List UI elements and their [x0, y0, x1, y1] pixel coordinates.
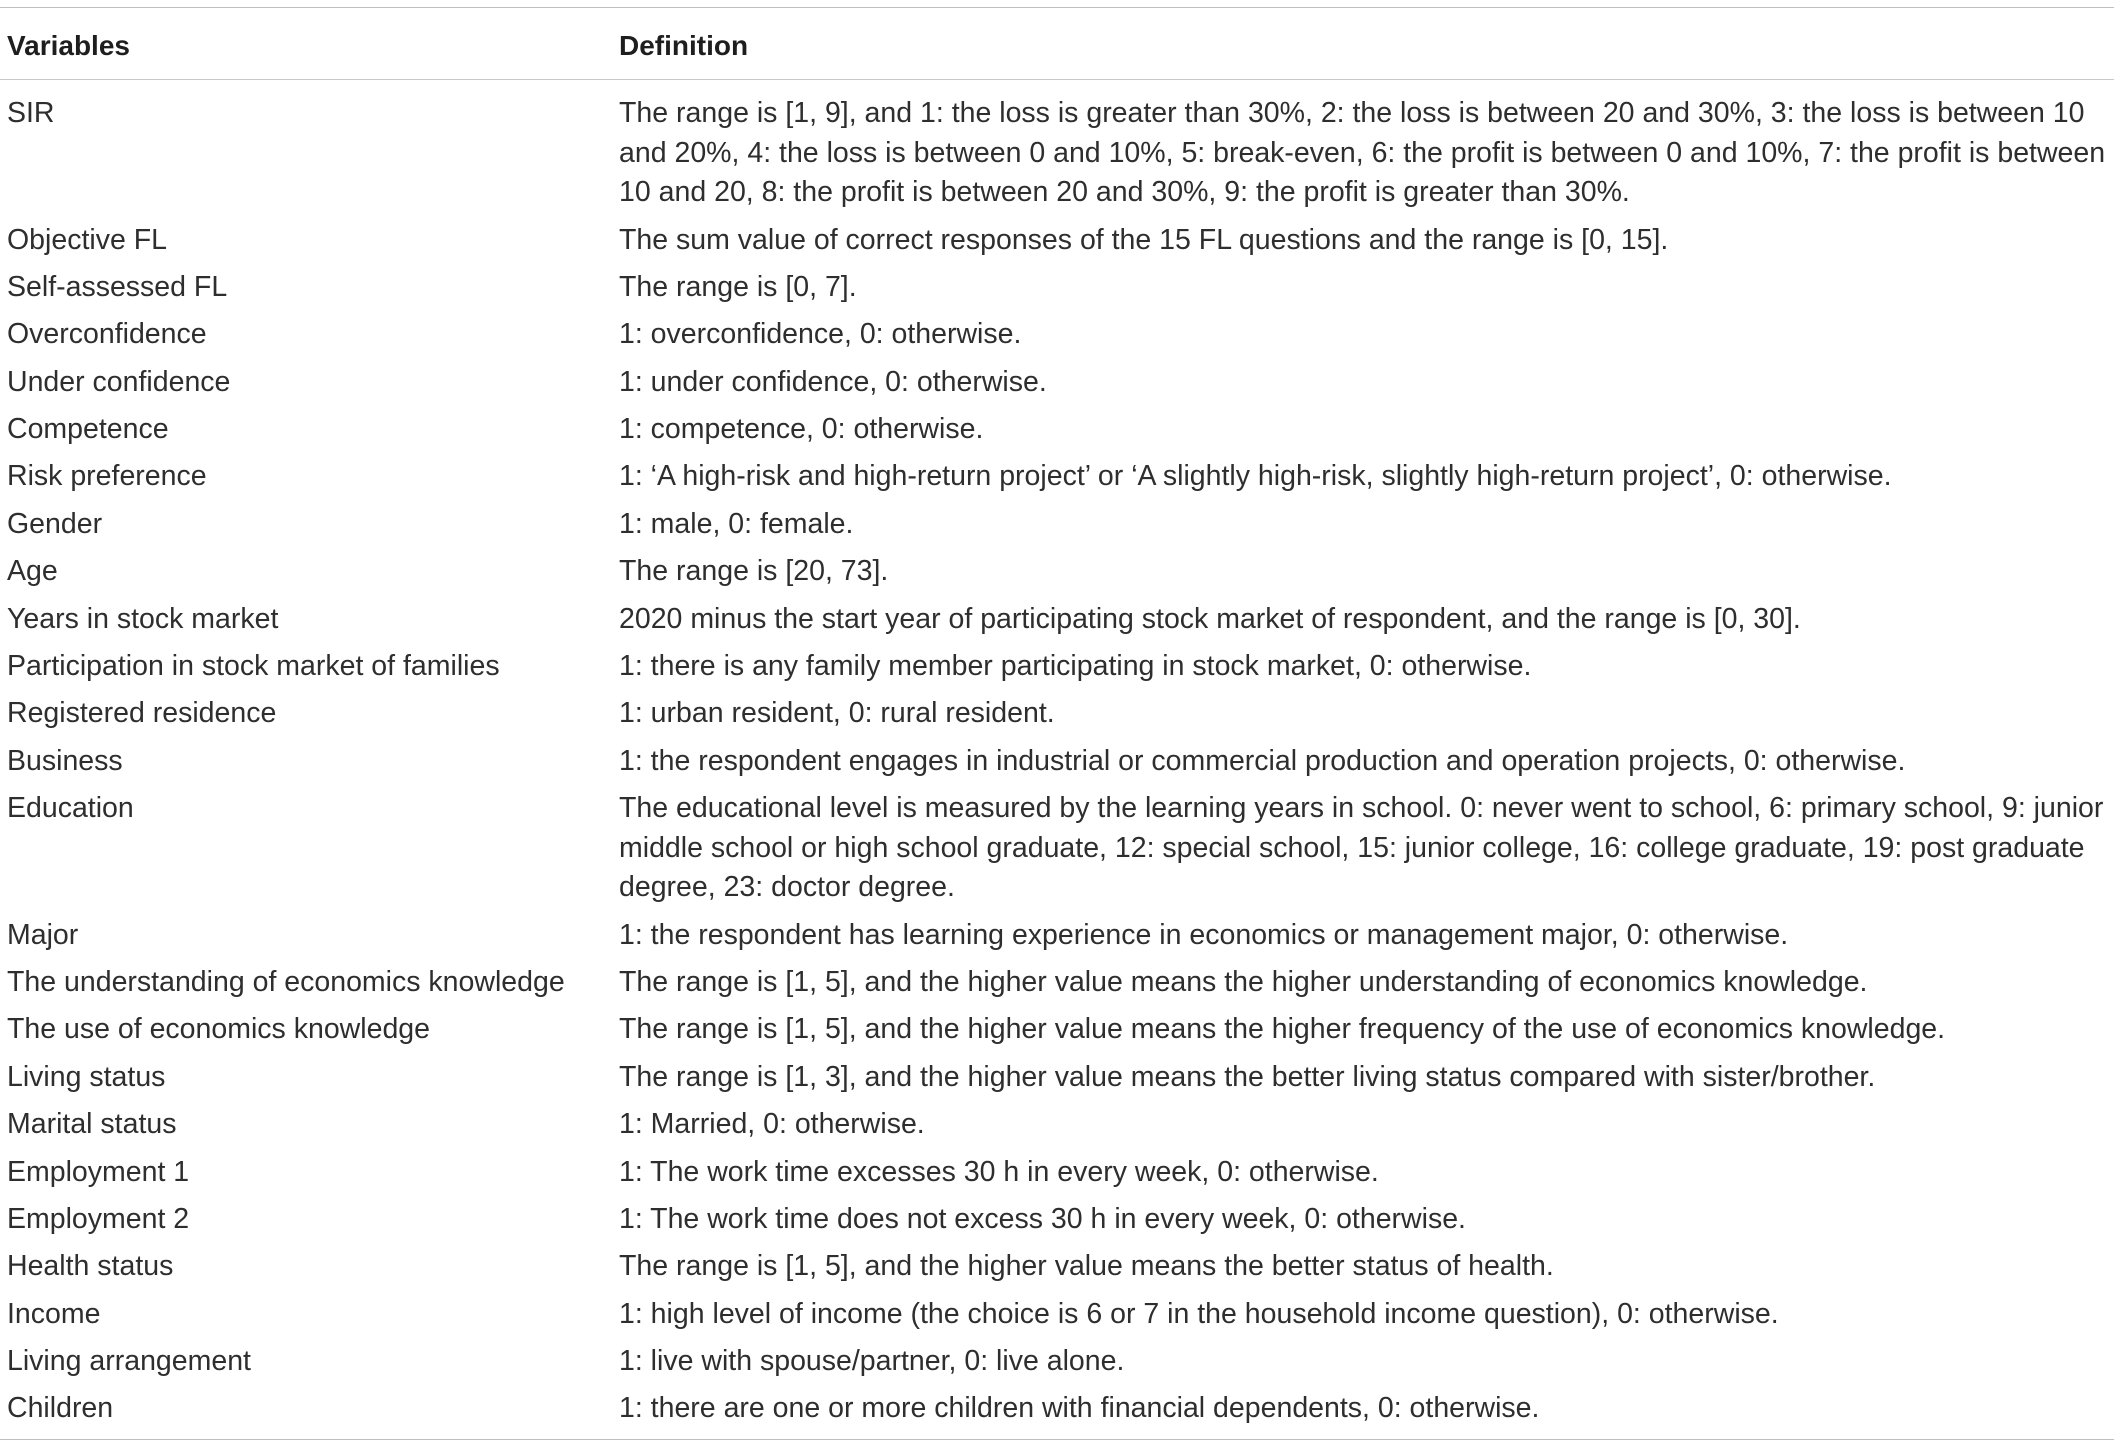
- variable-cell: Objective FL: [7, 223, 167, 256]
- variable-cell: SIR: [7, 97, 55, 129]
- definition-cell: 1: competence, 0: otherwise.: [619, 413, 984, 446]
- variable-cell: Education: [7, 792, 134, 825]
- table-row: [0, 690, 2114, 737]
- table: [0, 8, 2114, 79]
- table-row: [0, 1054, 2114, 1101]
- table-row: [0, 264, 2114, 311]
- definition-cell: The range is [1, 5], and the higher value means the better status of health.: [619, 1250, 1554, 1283]
- variable-cell: Major: [7, 918, 79, 951]
- variable-cell: Registered residence: [7, 697, 277, 730]
- definition-cell: The range is [1, 5], and the higher value means the higher understanding of economics knowledge.: [619, 966, 1868, 998]
- variable-cell: Risk preference: [7, 460, 207, 493]
- variable-cell: Employment 1: [7, 1155, 190, 1188]
- variable-cell: Children: [7, 1392, 114, 1425]
- table-row: [0, 1291, 2114, 1338]
- table-row: [0, 1338, 2114, 1385]
- variable-cell: The understanding of economics knowledge: [7, 966, 565, 998]
- variable-cell: Under confidence: [7, 365, 231, 398]
- table-row: [0, 1006, 2114, 1053]
- definition-cell: 1: high level of income (the choice is 6 or 7 in the household income question), 0: otherwise.: [619, 1297, 1779, 1330]
- definition-cell: The range is [1, 5], and the higher value means the higher frequency of the use of economics knowledge.: [619, 1013, 1946, 1046]
- variable-cell: Age: [7, 555, 58, 588]
- table-row: [0, 959, 2114, 1006]
- definition-cell: 1: there is any family member participating in stock market, 0: otherwise.: [619, 649, 1532, 682]
- table-body-table: [0, 80, 2114, 1439]
- definition-cell: The educational level is measured by the learning years in school. 0: never went to school, 6: primary school, 9: junior middle school or high school graduate, 12: special school, 15: junior college, 16: college graduate, 19: post graduate degree, 23: doctor degree.: [619, 792, 2104, 904]
- table-row: [0, 1243, 2114, 1290]
- definition-cell: The range is [0, 7].: [619, 270, 857, 303]
- table-row: [0, 596, 2114, 643]
- definition-cell: The range is [20, 73].: [619, 555, 889, 588]
- definition-cell: 1: urban resident, 0: rural resident.: [619, 697, 1055, 730]
- table-row: [0, 785, 2114, 912]
- definition-cell: 1: the respondent engages in industrial or commercial production and operation projects, 0: otherwise.: [619, 744, 1906, 777]
- definition-cell: 1: the respondent has learning experience in economics or management major, 0: otherwise.: [619, 918, 1789, 951]
- table-row: [0, 501, 2114, 548]
- definition-cell: 1: overconfidence, 0: otherwise.: [619, 318, 1022, 351]
- table-row: [0, 406, 2114, 453]
- variable-cell: Health status: [7, 1250, 174, 1283]
- variable-cell: Marital status: [7, 1108, 177, 1141]
- definition-cell: The range is [1, 3], and the higher value means the better living status compared with sister/brother.: [619, 1060, 1876, 1093]
- variable-cell: Employment 2: [7, 1202, 190, 1235]
- variable-cell: Living arrangement: [7, 1345, 251, 1377]
- table-row: [0, 454, 2114, 501]
- definition-cell: 1: The work time excesses 30 h in every week, 0: otherwise.: [619, 1155, 1379, 1188]
- definition-cell: The range is [1, 9], and 1: the loss is greater than 30%, 2: the loss is between 20 and 30%, 3: the loss is between 10 and 20%, 4: the loss is between 0 and 10%, 5: break-even, 6: the profit is between 0 and 10%, 7: the profit is between 10 and 20, 8: the profit is between 20 and 30%, 9: the profit is greater than 30%.: [619, 97, 2106, 209]
- variable-cell: The use of economics knowledge: [7, 1013, 430, 1046]
- table-row: [0, 80, 2114, 217]
- variable-cell: Participation in stock market of families: [7, 649, 500, 682]
- definition-cell: 1: ‘A high-risk and high-return project’ or ‘A slightly high-risk, slightly high-return project’, 0: otherwise.: [619, 460, 1892, 493]
- definition-cell: 2020 minus the start year of participating stock market of respondent, and the range is [0, 30].: [619, 602, 1801, 635]
- variable-cell: Competence: [7, 413, 169, 446]
- variable-cell: Years in stock market: [7, 602, 279, 635]
- variable-cell: Income: [7, 1297, 101, 1330]
- header-definition: Definition: [619, 30, 749, 61]
- header-row: [0, 8, 2114, 79]
- table-body: [0, 80, 2114, 1439]
- header-variables: Variables: [7, 30, 130, 61]
- definition-cell: 1: male, 0: female.: [619, 507, 854, 540]
- definition-cell: The sum value of correct responses of the 15 FL questions and the range is [0, 15].: [619, 223, 1669, 256]
- table-row: [0, 738, 2114, 785]
- table-row: [0, 548, 2114, 595]
- definition-cell: 1: live with spouse/partner, 0: live alone.: [619, 1345, 1125, 1377]
- table-row: [0, 1149, 2114, 1196]
- definition-cell: 1: there are one or more children with financial dependents, 0: otherwise.: [619, 1392, 1540, 1425]
- variable-cell: Business: [7, 744, 123, 777]
- bottom-rule: [0, 1439, 2114, 1440]
- definition-cell: 1: Married, 0: otherwise.: [619, 1108, 925, 1141]
- table-row: [0, 1196, 2114, 1243]
- table-row: [0, 1101, 2114, 1148]
- table-row: [0, 1385, 2114, 1438]
- variable-cell: Gender: [7, 507, 103, 540]
- definition-cell: 1: The work time does not excess 30 h in every week, 0: otherwise.: [619, 1202, 1466, 1235]
- variable-cell: Living status: [7, 1060, 166, 1093]
- table-row: [0, 912, 2114, 959]
- table-row: [0, 311, 2114, 358]
- table-row: [0, 217, 2114, 264]
- variables-definition-table: [0, 7, 2114, 1440]
- definition-cell: 1: under confidence, 0: otherwise.: [619, 365, 1047, 398]
- variable-cell: Self-assessed FL: [7, 270, 228, 303]
- table-header: [0, 8, 2114, 79]
- variable-cell: Overconfidence: [7, 318, 207, 351]
- table-row: [0, 359, 2114, 406]
- table-row: [0, 643, 2114, 690]
